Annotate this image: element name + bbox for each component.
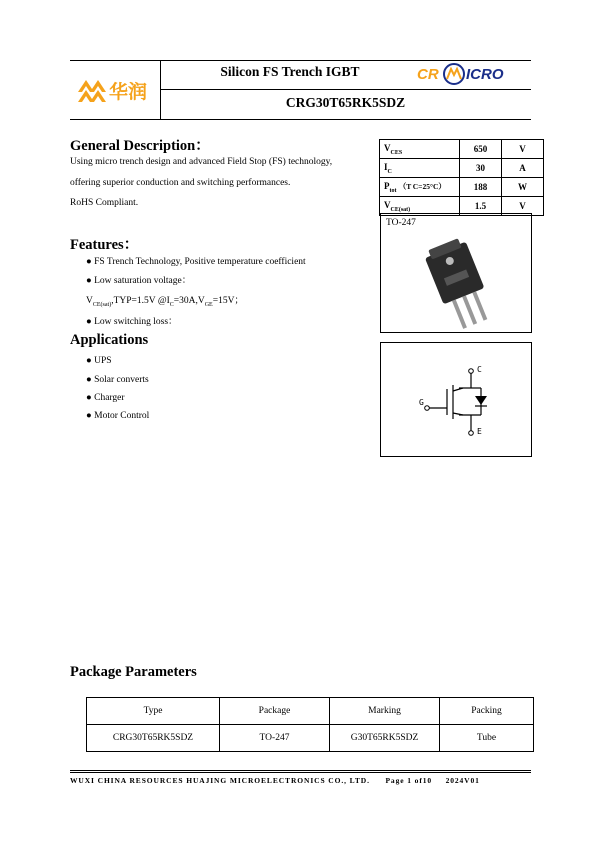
rating-row bbox=[380, 140, 544, 159]
footer-company: WUXI CHINA RESOURCES HUAJING MICROELECTRONICS CO., LTD. bbox=[70, 776, 370, 785]
column-header: Type bbox=[87, 698, 220, 725]
application-item: ● Motor Control bbox=[86, 411, 150, 421]
table-cell: G30T65RK5SDZ bbox=[330, 725, 440, 752]
column-header: Marking bbox=[330, 698, 440, 725]
footer bbox=[70, 776, 531, 785]
feature-item: ● Low switching loss： bbox=[86, 317, 178, 327]
igbt-symbol-box bbox=[380, 342, 532, 457]
rating-unit: A bbox=[502, 159, 544, 178]
header-mid-line bbox=[160, 89, 531, 90]
rating-symbol: $P_{tot}$ （T C=25°C） bbox=[380, 178, 460, 197]
package-parameters-title: Package Parameters bbox=[70, 664, 197, 680]
rating-symbol: $V_{CE(sat)}$ bbox=[380, 197, 460, 216]
feature-item: ● Low saturation voltage： bbox=[86, 276, 192, 286]
feature-condition: $V_{CE(sat)},TYP=1.5V$ $@I_C=30A,V_{GE}=15V$； bbox=[86, 296, 244, 308]
svg-text:华润: 华润 bbox=[109, 81, 148, 103]
footer-page: Page 1 of10 bbox=[385, 776, 433, 785]
svg-text:CR: CR bbox=[417, 66, 439, 83]
column-header: Package bbox=[220, 698, 330, 725]
rating-value: 650 bbox=[460, 140, 502, 159]
rating-value: 1.5 bbox=[460, 197, 502, 216]
document-title: Silicon FS Trench IGBT bbox=[220, 64, 360, 79]
ratings-table bbox=[379, 139, 544, 216]
footer-version: 2024V01 bbox=[445, 776, 480, 785]
general-line-2: offering superior conduction and switching performances. bbox=[70, 178, 291, 188]
package-image-box bbox=[380, 213, 532, 333]
rating-symbol: $I_C$ bbox=[380, 159, 460, 178]
rating-unit: V bbox=[502, 197, 544, 216]
rating-row bbox=[380, 159, 544, 178]
table-header-row bbox=[87, 698, 534, 725]
features-title: Features： bbox=[70, 237, 139, 253]
igbt-symbol-icon bbox=[381, 343, 531, 456]
applications-title: Applications bbox=[70, 332, 149, 348]
package-parameters-table bbox=[86, 697, 534, 752]
application-item: ● UPS bbox=[86, 356, 112, 366]
svg-text:ICRO: ICRO bbox=[466, 66, 504, 83]
rating-unit: V bbox=[502, 140, 544, 159]
rating-row bbox=[380, 178, 544, 197]
rating-value: 188 bbox=[460, 178, 502, 197]
application-item: ● Solar converts bbox=[86, 375, 149, 385]
part-number-title: CRG30T65RK5SDZ bbox=[285, 95, 406, 110]
crmicro-logo bbox=[417, 62, 521, 86]
collector-label: C bbox=[477, 365, 482, 374]
general-line-1: Using micro trench design and advanced Field Stop (FS) technology, bbox=[70, 157, 333, 167]
company-logo bbox=[76, 66, 156, 110]
general-description-title: General Description： bbox=[70, 138, 210, 154]
footer-rule bbox=[70, 770, 531, 771]
rating-unit: W bbox=[502, 178, 544, 197]
table-cell: CRG30T65RK5SDZ bbox=[87, 725, 220, 752]
rating-value: 30 bbox=[460, 159, 502, 178]
feature-item: ● FS Trench Technology, Positive temperature coefficient bbox=[86, 257, 306, 267]
column-header: Packing bbox=[440, 698, 534, 725]
application-item: ● Charger bbox=[86, 393, 125, 403]
package-image-label: TO-247 bbox=[386, 218, 416, 228]
table-cell: TO-247 bbox=[220, 725, 330, 752]
emitter-label: E bbox=[477, 427, 482, 436]
general-line-3: RoHS Compliant. bbox=[70, 198, 139, 208]
table-cell: Tube bbox=[440, 725, 534, 752]
rating-symbol: $V_{CES}$ bbox=[380, 140, 460, 159]
to247-package-icon bbox=[421, 238, 501, 330]
table-row bbox=[87, 725, 534, 752]
footer-rule bbox=[70, 772, 531, 773]
gate-label: G bbox=[419, 398, 424, 407]
